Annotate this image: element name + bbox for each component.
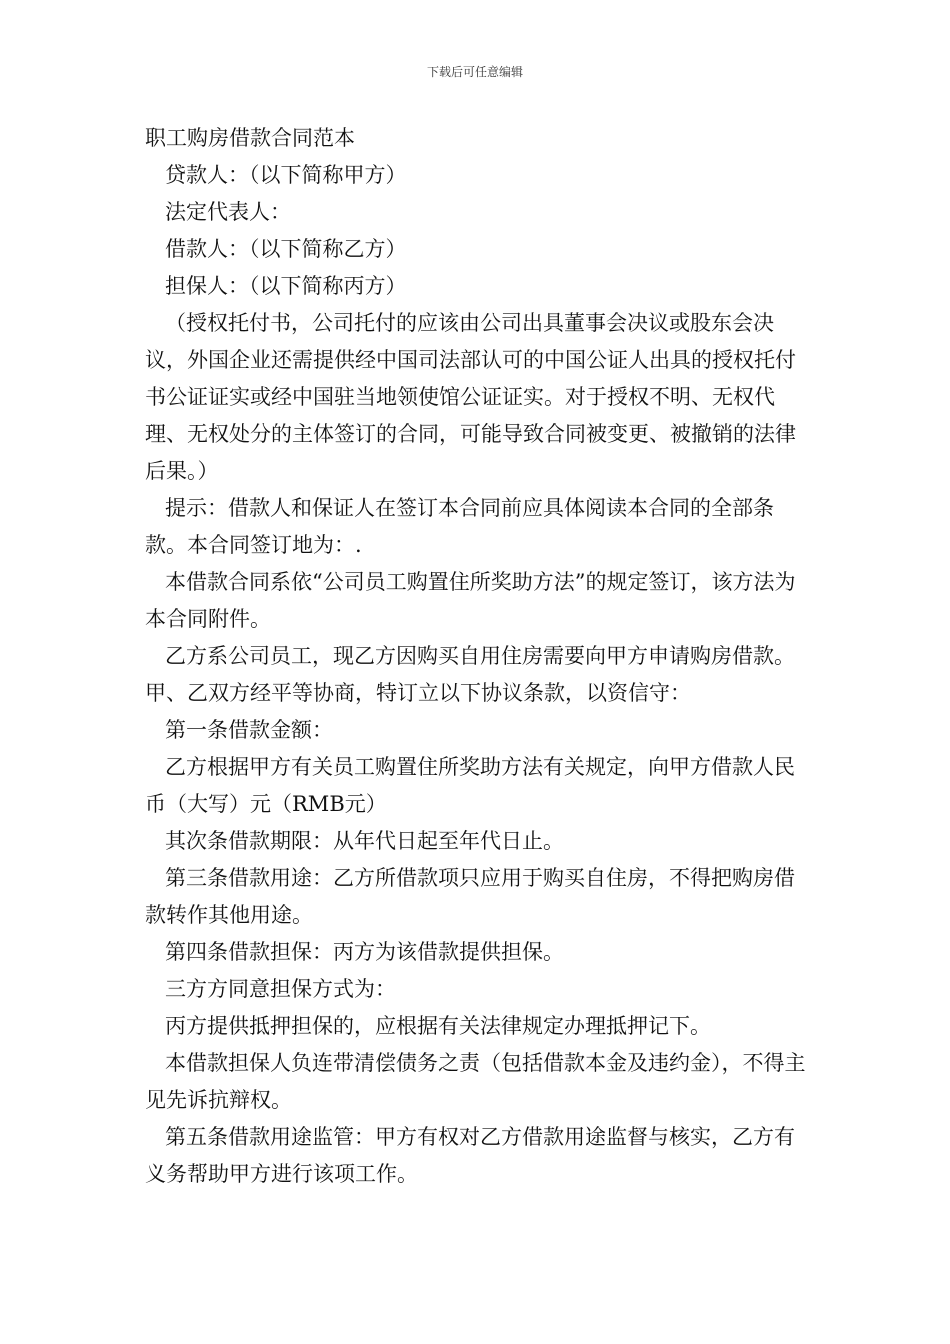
paragraph-lender: 贷款人：（以下简称甲方） (165, 163, 407, 187)
paragraph-authorization-note: （授权托付书，公司托付的应该由公司出具董事会决议或股东会决议，外国企业还需提供经中国司法部认可的中国公证人出具的授权托付书公证证实或经中国驻当地领使馆公证证实。对于授权不明、无权代理、无权处分的主体签订的合同，可能导致合同被变更、被撤销的法律后果。） (145, 311, 796, 483)
paragraph-basis: 本借款合同系依“公司员工购置住所奖助方法”的规定签订，该方法为本合同附件。 (145, 570, 796, 631)
page-header: 下载后可任意编辑 (426, 65, 523, 79)
paragraph-notice: 提示：借款人和保证人在签订本合同前应具体阅读本合同的全部条款。本合同签订地为：. (145, 496, 774, 557)
paragraph-legal-representative: 法定代表人： (165, 200, 291, 224)
document-body (145, 120, 810, 1193)
paragraph-mortgage: 丙方提供抵押担保的，应根据有关法律规定办理抵押记下。 (165, 1014, 711, 1038)
paragraph-background: 乙方系公司员工，现乙方因购买自用住房需要向甲方申请购房借款。甲、乙双方经平等协商，特订立以下协议条款，以资信守： (145, 644, 795, 705)
paragraph-article-3: 第三条借款用途：乙方所借款项只应用于购买自住房，不得把购房借款转作其他用途。 (145, 866, 795, 927)
paragraph-borrower: 借款人：（以下简称乙方） (165, 237, 407, 261)
paragraph-article-4: 第四条借款担保：丙方为该借款提供担保。 (165, 940, 564, 964)
paragraph-guarantor: 担保人：（以下简称丙方） (165, 274, 407, 298)
paragraph-article-2: 其次条借款期限：从年代日起至年代日止。 (165, 829, 564, 853)
paragraph-article-1-body: 乙方根据甲方有关员工购置住所奖助方法有关规定，向甲方借款人民币（大写）元（RMB元） (145, 755, 795, 816)
paragraph-guarantee-method: 三方方同意担保方式为： (165, 977, 396, 1001)
paragraph-article-5: 第五条借款用途监管：甲方有权对乙方借款用途监督与核实，乙方有义务帮助甲方进行该项工作。 (145, 1125, 795, 1186)
paragraph-joint-liability: 本借款担保人负连带清偿债务之责（包括借款本金及违约金），不得主见先诉抗辩权。 (145, 1051, 806, 1112)
paragraph-article-1-heading: 第一条借款金额： (165, 718, 333, 742)
document-title: 职工购房借款合同范本 (145, 126, 355, 150)
